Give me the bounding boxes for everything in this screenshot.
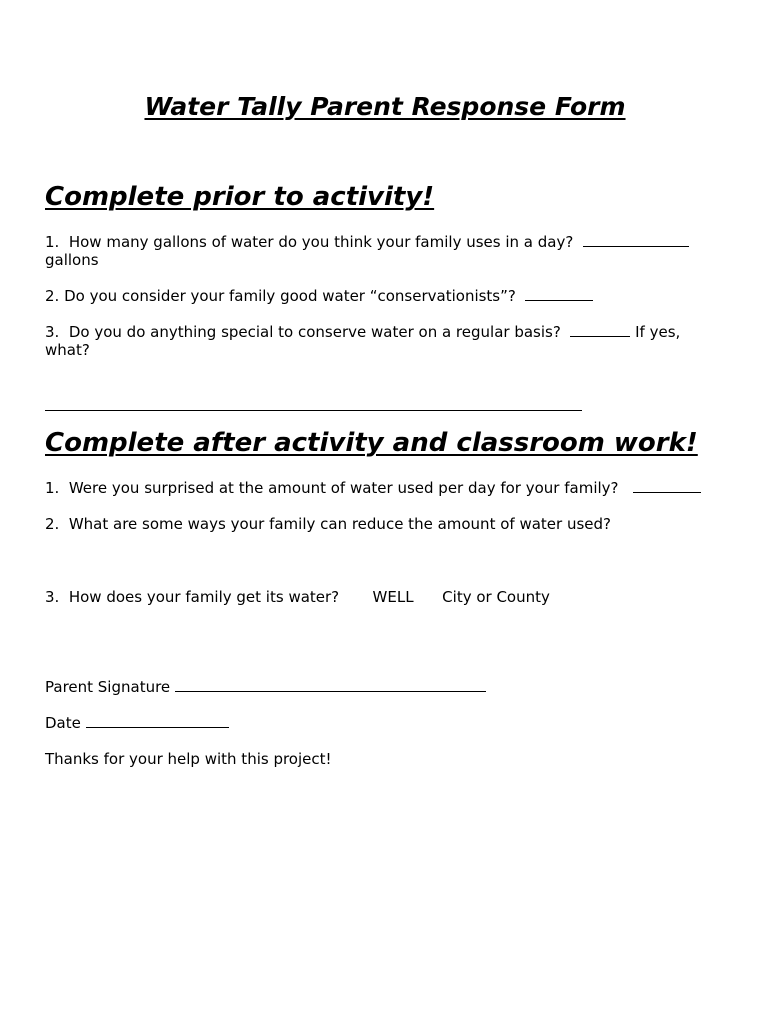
after-question-1-text: 1. Were you surprised at the amount of water used per day for your family?: [45, 479, 619, 497]
before-activity-heading: Complete prior to activity!: [45, 182, 435, 212]
gallons-unit-label: gallons: [45, 251, 99, 269]
after-question-3-text: 3. How does your family get its water?: [45, 588, 340, 606]
gallons-answer-blank[interactable]: [583, 234, 689, 247]
before-question-3-text: 3. Do you do anything special to conserve water on a regular basis?: [45, 323, 561, 341]
date-line[interactable]: [86, 715, 229, 728]
date-row: [45, 714, 229, 732]
option-city-or-county[interactable]: City or County: [442, 588, 550, 606]
surprised-answer-blank[interactable]: [633, 480, 701, 493]
if-yes-answer-line[interactable]: [45, 410, 582, 411]
if-yes-label: If yes,: [635, 323, 681, 341]
thanks-message: Thanks for your help with this project!: [45, 750, 332, 768]
option-well[interactable]: WELL: [372, 588, 414, 606]
what-label: what?: [45, 341, 90, 359]
before-question-2-text: 2. Do you consider your family good water “conservationists”?: [45, 287, 516, 305]
parent-signature-label: Parent Signature: [45, 678, 171, 696]
after-question-2-text: 2. What are some ways your family can reduce the amount of water used?: [45, 515, 611, 533]
parent-signature-row: [45, 678, 486, 696]
before-question-2: [45, 287, 593, 305]
before-question-1: [45, 233, 689, 269]
after-question-3: [45, 588, 550, 606]
before-question-1-text: 1. How many gallons of water do you think your family uses in a day?: [45, 233, 574, 251]
before-question-3: [45, 323, 680, 359]
conservationists-answer-blank[interactable]: [525, 288, 593, 301]
form-title: Water Tally Parent Response Form: [144, 92, 626, 121]
after-activity-heading: Complete after activity and classroom work!: [45, 428, 698, 458]
after-question-1: [45, 479, 701, 497]
parent-signature-line[interactable]: [175, 679, 486, 692]
date-label: Date: [45, 714, 81, 732]
conserve-answer-blank[interactable]: [570, 324, 630, 337]
after-question-2: [45, 515, 611, 533]
